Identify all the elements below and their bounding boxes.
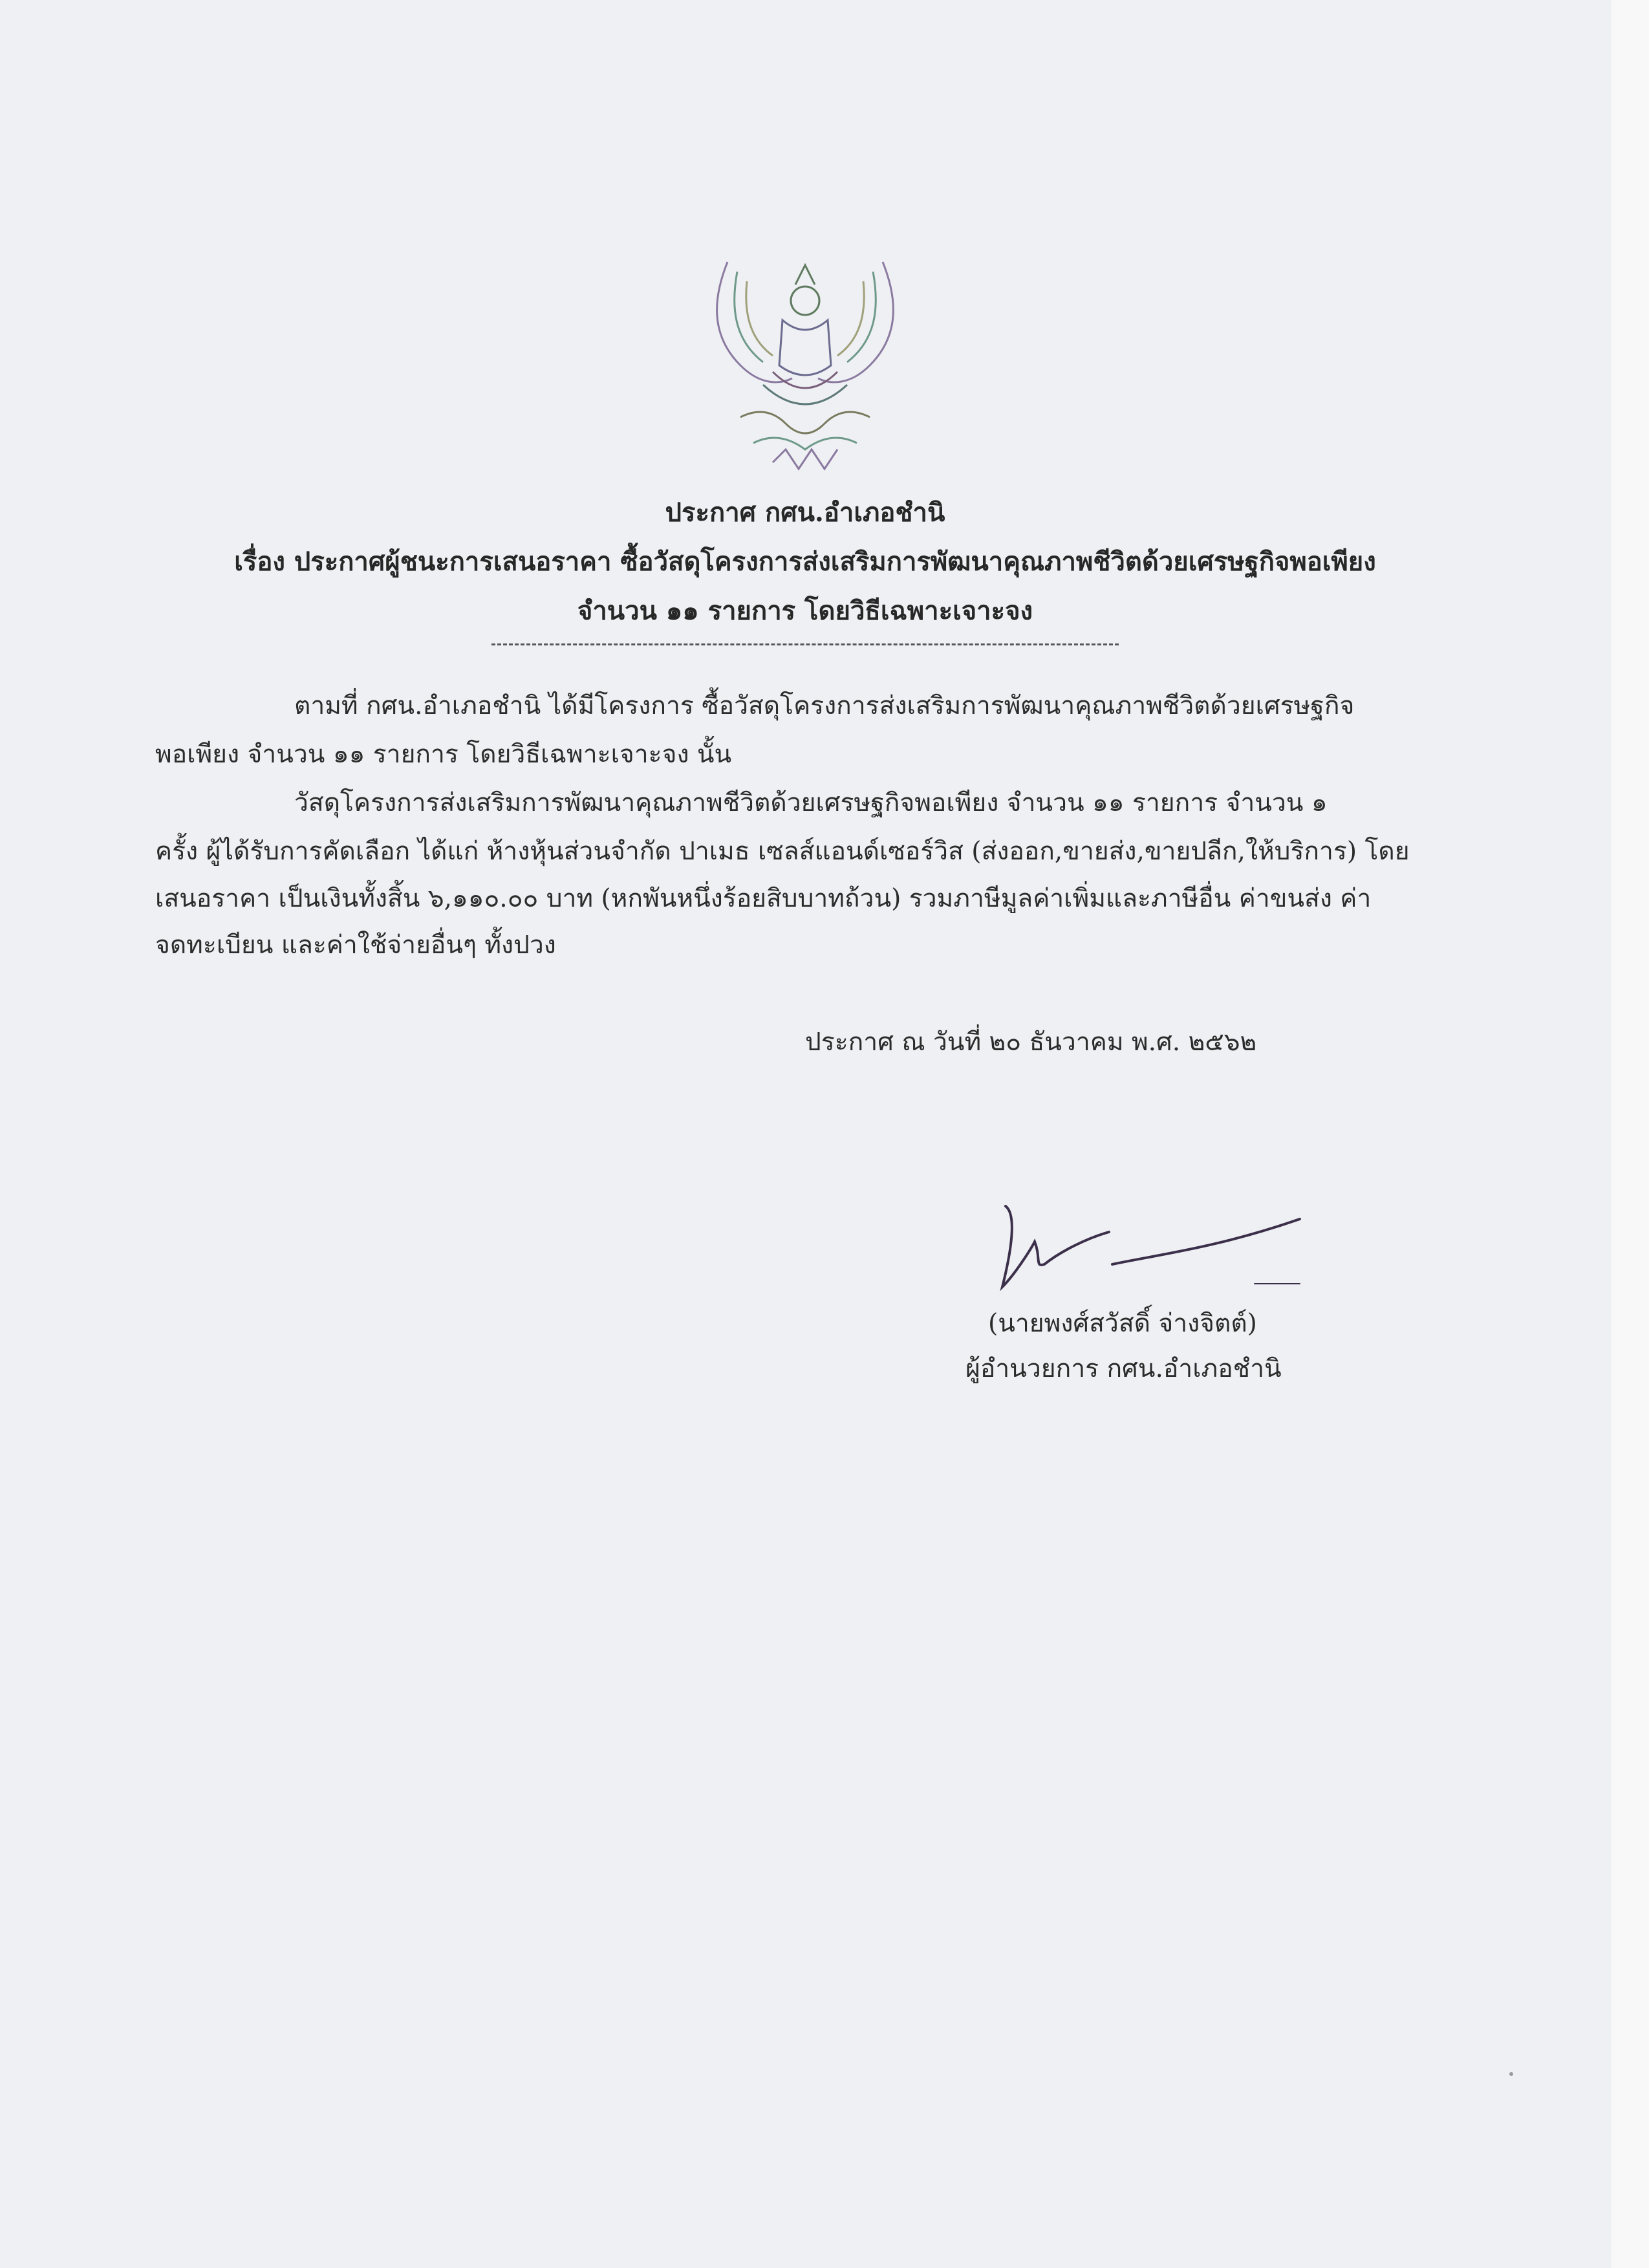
signer-name: (นายพงศ์สวัสดิ์ จ่างจิตต์) (988, 1309, 1257, 1338)
handwritten-signature (996, 1203, 1306, 1300)
scan-speck (1507, 2069, 1516, 2079)
paragraph-1-line-2: พอเพียง จำนวน ๑๑ รายการ โดยวิธีเฉพาะเจาะจง นั้น (155, 740, 732, 769)
announcement-subject-line2: จำนวน ๑๑ รายการ โดยวิธีเฉพาะเจาะจง (577, 596, 1033, 626)
scan-edge (1611, 0, 1649, 2268)
paragraph-2-line-4: จดทะเบียน และค่าใช้จ่ายอื่นๆ ทั้งปวง (155, 931, 556, 960)
paragraph-2-line-3: เสนอราคา เป็นเงินทั้งสิ้น ๖,๑๑๐.๐๐ บาท (หกพันหนึ่งร้อยสิบบาทถ้วน) รวมภาษีมูลค่าเพิ่มและภาษีอื่น ค่าขนส่ง ค่า (155, 884, 1372, 913)
paragraph-2-line-1: วัสดุโครงการส่งเสริมการพัฒนาคุณภาพชีวิตด้วยเศรษฐกิจพอเพียง จำนวน ๑๑ รายการ จำนวน ๑ (294, 788, 1328, 817)
separator-line (491, 643, 1119, 645)
signer-position: ผู้อำนวยการ กศน.อำเภอชำนิ (965, 1354, 1282, 1383)
paragraph-1-line-1: ตามที่ กศน.อำเภอชำนิ ได้มีโครงการ ซื้อวัสดุโครงการส่งเสริมการพัฒนาคุณภาพชีวิตด้วยเศรษฐกิจ (294, 691, 1355, 720)
garuda-emblem-icon (702, 255, 909, 479)
paragraph-2-line-2: ครั้ง ผู้ได้รับการคัดเลือก ได้แก่ ห้างหุ้นส่วนจำกัด ปาเมธ เซลส์แอนด์เซอร์วิส (ส่งออก,ขายส่ง,ขายปลีก,ให้บริการ) โดย (155, 837, 1410, 866)
announcement-date: ประกาศ ณ วันที่ ๒๐ ธันวาคม พ.ศ. ๒๕๖๒ (805, 1028, 1257, 1057)
announcement-title: ประกาศ กศน.อำเภอชำนิ (665, 497, 945, 528)
announcement-subject: เรื่อง ประกาศผู้ชนะการเสนอราคา ซื้อวัสดุโครงการส่งเสริมการพัฒนาคุณภาพชีวิตด้วยเศรษฐกิจพอเพียง (234, 546, 1376, 577)
